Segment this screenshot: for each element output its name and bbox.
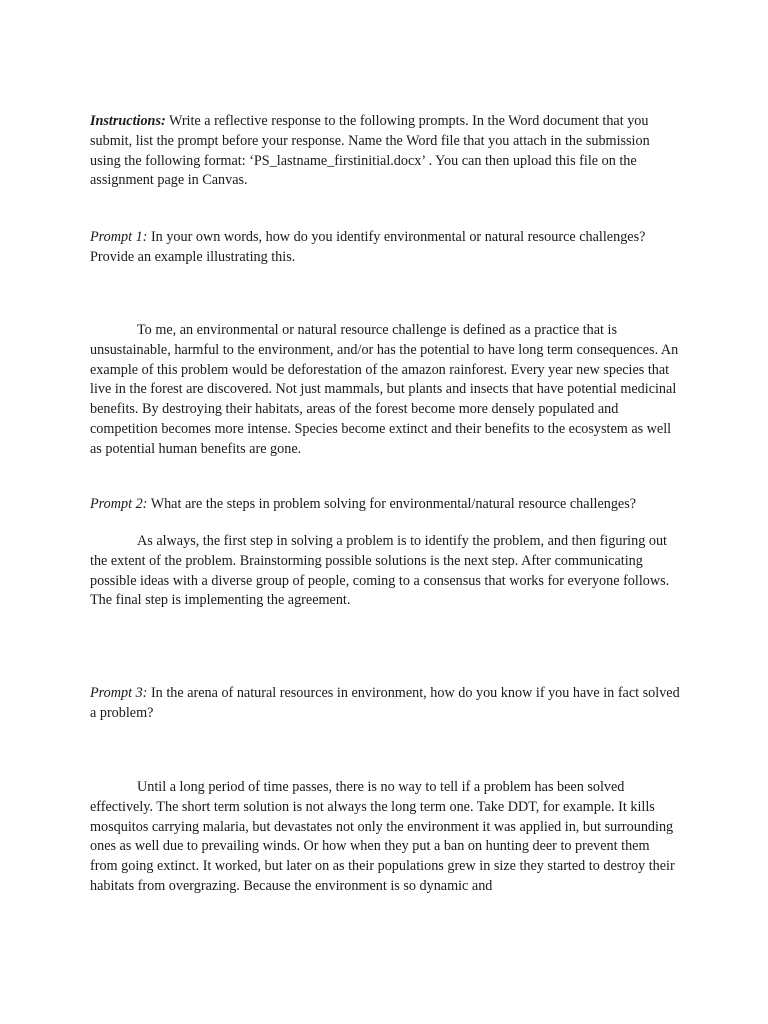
instructions-text: Write a reflective response to the following prompts. In the Word document that you submit, list the prompt before your response. Name the Word file that you attach in the submission using the following format: ‘PS_lastname_firstinitial.docx’ . You can then upload this file on the assignment page in Canvas. [90, 113, 650, 189]
response-3-paragraph: Until a long period of time passes, there is no way to tell if a problem has been solved effectively. The short term solution is not always the long term one. Take DDT, for example. It kills mosquitos carrying malaria, but devastates not only the environment it was applied in, but surrounding ones as well due to prevailing winds. Or how when they put a ban on hunting deer to prevent them from going extinct. It worked, but later on as their populations grew in size they started to destroy their habitats from overgrazing. Because the environment is so dynamic and [90, 779, 675, 894]
response-1-paragraph: To me, an environmental or natural resource challenge is defined as a practice that is unsustainable, harmful to the environment, and/or has the potential to have long term consequences. An example of this problem would be deforestation of the amazon rainforest. Every year new species that live in the forest are discovered. Not just mammals, but plants and insects that have potential medicinal benefits. By destroying their habitats, areas of the forest become more densely populated and competition becomes more intense. Species become extinct and their benefits to the ecosystem as well as potential human benefits are gone. [90, 322, 679, 457]
prompt-3-label: Prompt 3: [90, 685, 148, 701]
prompt-3-text: In the arena of natural resources in environment, how do you know if you have in fact solved a problem? [90, 685, 680, 721]
prompt-3-paragraph [90, 684, 680, 724]
prompt-1-label: Prompt 1: [90, 229, 148, 245]
prompt-2-text: What are the steps in problem solving for environmental/natural resource challenges? [147, 496, 637, 512]
response-2-paragraph: As always, the first step in solving a problem is to identify the problem, and then figuring out the extent of the problem. Brainstorming possible solutions is the next step. After communicating possible ideas with a diverse group of people, coming to a consensus that works for everyone follows. The final step is implementing the agreement. [90, 533, 670, 609]
instructions-label: Instructions: [90, 113, 166, 129]
prompt-1-paragraph [90, 228, 680, 268]
prompt-1-text: In your own words, how do you identify environmental or natural resource challenges? Provide an example illustrating this. [90, 229, 646, 265]
prompt-2-paragraph [90, 495, 680, 515]
instructions-paragraph [90, 112, 680, 191]
prompt-2-label: Prompt 2: [90, 496, 148, 512]
